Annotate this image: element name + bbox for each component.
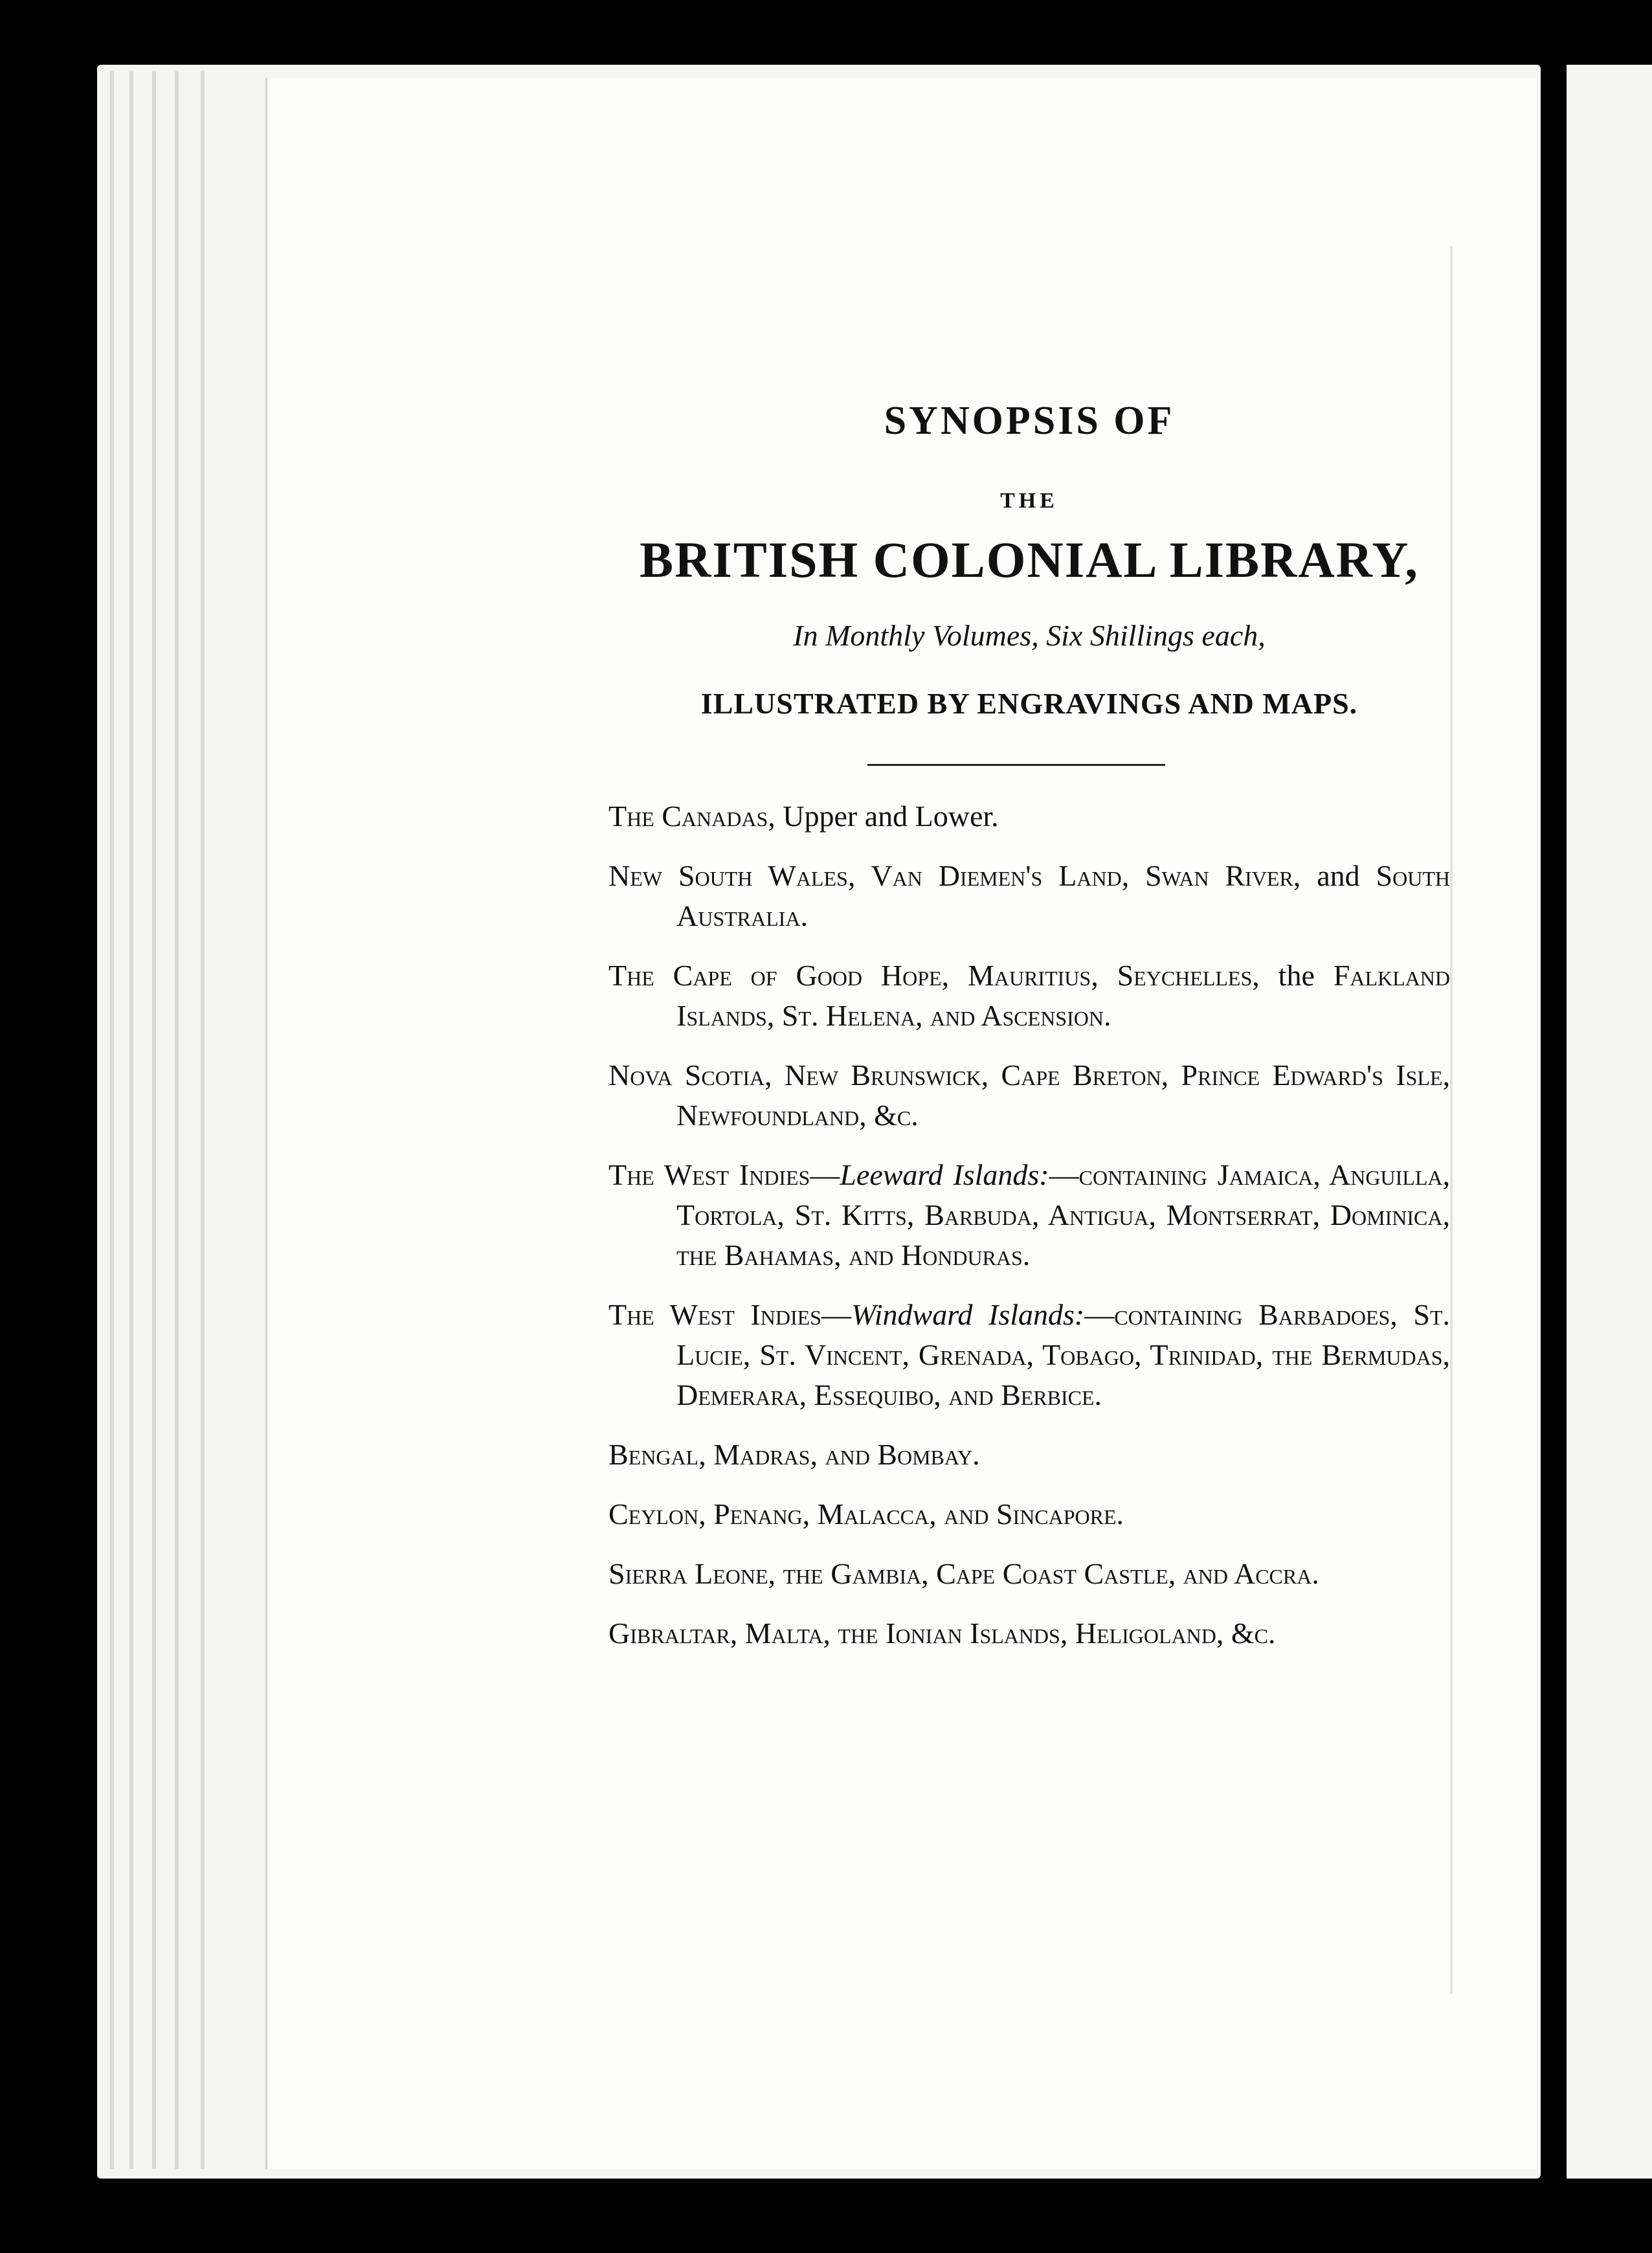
list-item: The Canadas, Upper and Lower. — [608, 800, 999, 833]
illustrated-line: ILLUSTRATED BY ENGRAVINGS AND MAPS. — [700, 687, 1358, 720]
title-line-3: BRITISH COLONIAL LIBRARY, — [640, 532, 1419, 588]
page-edge — [129, 71, 133, 2169]
list-item: The West Indies—Windward Islands:—containing Barbadoes, St. Lucie, St. Vincent, Grenada, Tobago, Trinidad, the Bermudas, Demerara, Essequibo, and Berbice. — [608, 1298, 1451, 1411]
list-item: Sierra Leone, the Gambia, Cape Coast Castle, and Accra. — [608, 1557, 1319, 1590]
page-edge — [152, 71, 156, 2169]
title-line-2: THE — [1000, 489, 1058, 513]
title-line-1: SYNOPSIS OF — [884, 399, 1175, 443]
colony-list — [608, 796, 1450, 1673]
facing-page-edge — [1567, 65, 1652, 2179]
list-item: Bengal, Madras, and Bombay. — [608, 1438, 980, 1471]
list-item: The Cape of Good Hope, Mauritius, Seychelles, the Falkland Islands, St. Helena, and Ascension. — [608, 959, 1450, 1032]
list-item: Nova Scotia, New Brunswick, Cape Breton, Prince Edward's Isle, Newfoundland, &c. — [608, 1059, 1450, 1132]
list-item: New South Wales, Van Diemen's Land, Swan River, and South Australia. — [608, 859, 1450, 932]
page-edge — [175, 71, 179, 2169]
page-edge — [201, 71, 205, 2169]
divider-rule — [867, 764, 1165, 766]
list-item: Ceylon, Penang, Malacca, and Sincapore. — [608, 1497, 1124, 1530]
list-item: Gibraltar, Malta, the Ionian Islands, Heligoland, &c. — [608, 1617, 1276, 1650]
page-edge — [110, 71, 114, 2169]
subtitle: In Monthly Volumes, Six Shillings each, — [793, 619, 1266, 652]
list-item: The West Indies—Leeward Islands:—containing Jamaica, Anguilla, Tortola, St. Kitts, Barbuda, Antigua, Montserrat, Dominica, the Bahamas, and Honduras. — [608, 1158, 1450, 1272]
